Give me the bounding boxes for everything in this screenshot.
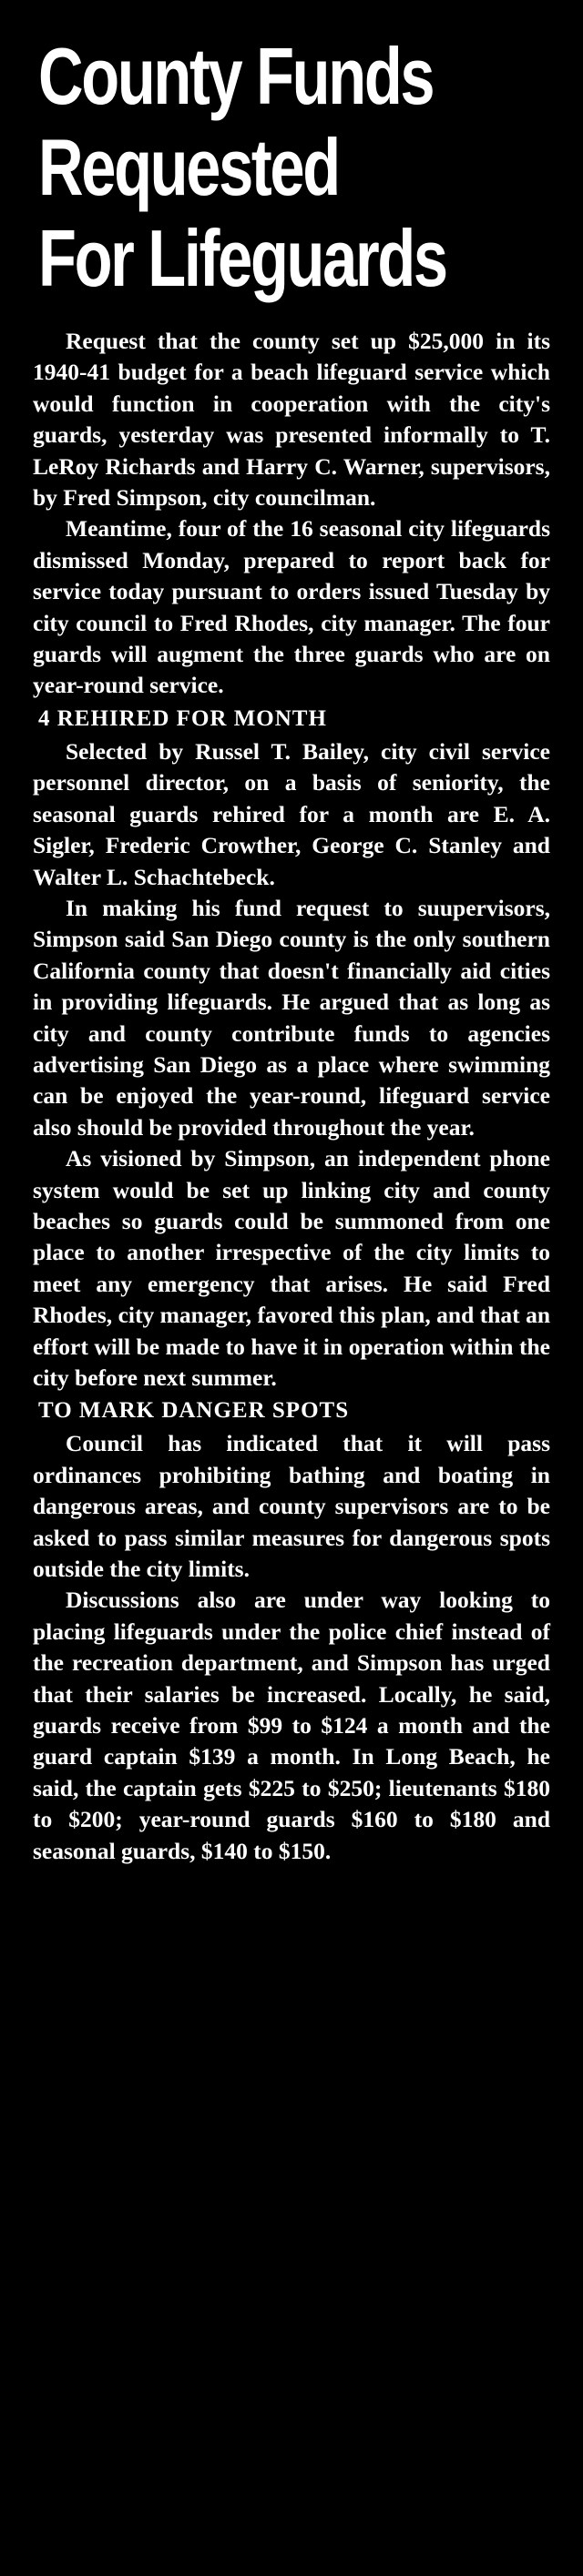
article-paragraph: In making his fund request to suupervisors, Simpson said San Diego county is the only southern California county that doesn't financially aid cities in providing lifeguards. He argued that as long as city and county contribute funds to agencies advertising San Diego as a place where swimming can be enjoyed the year-round, lifeguard service also should be provided throughout the year. xyxy=(33,894,550,1141)
headline-line: Requested xyxy=(38,122,339,212)
article-paragraph: Meantime, four of the 16 seasonal city lifeguards dismissed Monday, prepared to report back for service today pursuant to orders issued Tuesday by city council to Fred Rhodes, city manager. The four guards will augment the three guards who are on year-round service. xyxy=(33,515,550,699)
article-paragraph: As visioned by Simpson, an independent phone system would be set up linking city and county beaches so guards could be summoned from one place to another irrespective of the city limits to meet any emergency that arises. He said Fred Rhodes, city manager, favored this plan, and that an effort will be made to have it in operation within the city before next summer. xyxy=(33,1145,550,1391)
article-paragraph: Request that the county set up $25,000 in its 1940-41 budget for a beach lifeguard service which would function in cooperation with the city's guards, yesterday was presented informally to T. LeRoy Richards and Harry C. Warner, supervisors, by Fred Simpson, city councilman. xyxy=(33,328,550,512)
headline-line: County Funds xyxy=(38,31,434,121)
headline-line: For Lifeguards xyxy=(38,213,446,303)
headline xyxy=(38,31,557,304)
subheading: TO MARK DANGER SPOTS xyxy=(38,1398,350,1424)
article-paragraph: Discussions also are under way looking to placing lifeguards under the police chief instead of the recreation department, and Simpson has urged that their salaries be increased. Locally, he said, guards receive from $99 to $124 a month and the guard captain $139 a month. In Long Beach, he said, the captain gets $225 to $250; lieutenants $180 to $200; year-round guards $160 to $180 and seasonal guards, $140 to $150. xyxy=(33,1587,550,1864)
article-paragraph: Selected by Russel T. Bailey, city civil service personnel director, on a basis of seniority, the seasonal guards rehired for a month are E. A. Sigler, Frederic Crowther, George C. Stanley and Walter L. Schachtebeck. xyxy=(33,737,550,890)
subheading: 4 REHIRED FOR MONTH xyxy=(38,705,327,731)
article-paragraph: Council has indicated that it will pass ordinances prohibiting bathing and boating in dangerous areas, and county supervisors are to be asked to pass similar measures for dangerous spots outside the city limits. xyxy=(33,1430,550,1583)
